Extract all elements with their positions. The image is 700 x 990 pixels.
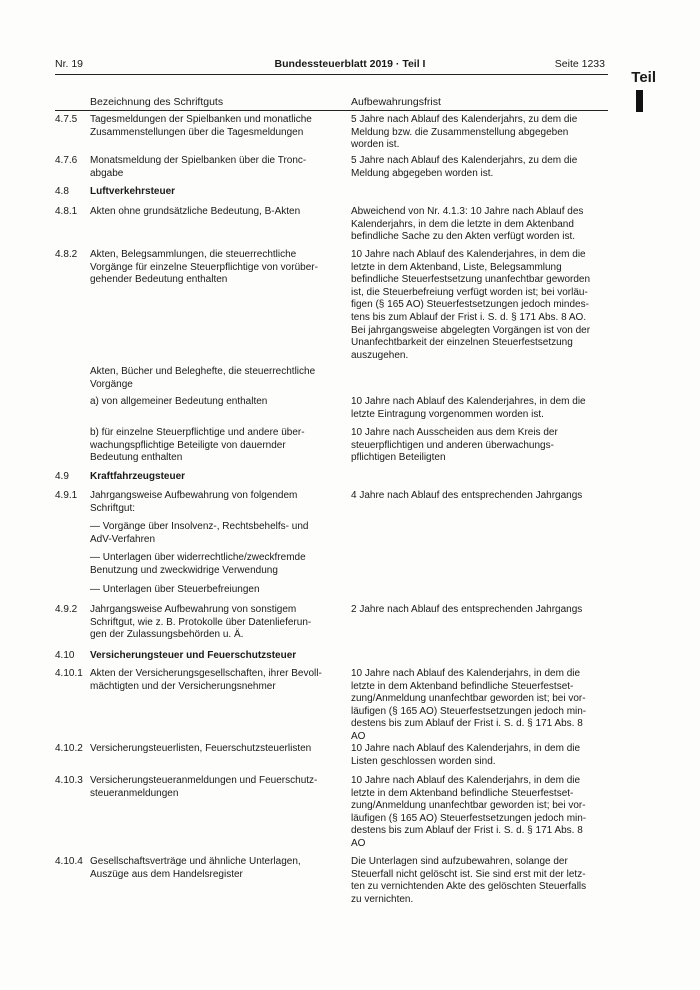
description-line: Monatsmeldung der Spielbanken über die Tronc-: [90, 155, 307, 166]
retention-line: auszugehen.: [351, 349, 409, 361]
description-line: a) von allgemeiner Bedeutung enthalten: [90, 396, 268, 407]
retention-period: [351, 396, 607, 421]
section-heading-row: [55, 471, 608, 484]
header-rule: [55, 74, 608, 75]
description-line: Auszüge aus dem Handelsregister: [90, 868, 243, 880]
retention-line: Meldung bzw. die Zusammenstellung abgegeben: [351, 126, 569, 138]
row-number: 4.8.2: [55, 249, 78, 260]
dash-item-line: AdV-Verfahren: [90, 533, 156, 545]
table-row: [55, 249, 608, 361]
description-line: Schriftgut:: [90, 502, 136, 514]
retention-line: tens bis zum Ablauf der Frist i. S. d. § 171 Abs. 8 AO.: [351, 311, 587, 323]
row-number: 4.10.4: [55, 856, 83, 867]
retention-line: Unanfechtbarkeit der einzelnen Steuerfestsetzung: [351, 337, 573, 349]
document-description: [90, 668, 339, 693]
dash-list-item: [90, 584, 339, 597]
dash-list-item: [90, 521, 339, 546]
description-line: Vorgänge für einzelne Steuerpflichtige von vorüber-: [90, 261, 318, 273]
retention-period: [351, 155, 607, 180]
retention-line: letzte Eintragung vorgenommen worden ist.: [351, 408, 544, 420]
dash-item-line: — Vorgänge über Insolvenz-, Rechtsbehelfs- und: [90, 521, 309, 533]
retention-line: AO: [351, 730, 366, 742]
table-row: [55, 366, 608, 391]
retention-period: [351, 775, 607, 851]
table-row: [55, 856, 608, 905]
description-line: gen der Zulassungsbehörden u. Ä.: [90, 629, 244, 641]
description-line: Gesellschaftsverträge und ähnliche Unterlagen,: [90, 856, 301, 867]
retention-line: 10 Jahre nach Ausscheiden aus dem Kreis der: [351, 427, 558, 438]
retention-line: 2 Jahre nach Ablauf des entsprechenden Jahrgangs: [351, 604, 583, 615]
document-description: [90, 366, 339, 391]
section-title: Luftverkehrsteuer: [90, 186, 176, 197]
dash-item-line: — Unterlagen über widerrechtliche/zweckfremde: [90, 552, 306, 564]
table-row: [55, 396, 608, 420]
retention-line: Steuerfall nicht gelöscht ist. Sie sind erst mit der letz-: [351, 868, 586, 880]
retention-line: 5 Jahre nach Ablauf des Kalenderjahrs, zu dem die: [351, 155, 578, 166]
retention-period: [351, 249, 607, 362]
description-line: Akten der Versicherungsgesellschaften, ihrer Bevoll-: [90, 668, 322, 679]
description-line: gehender Bedeutung enthalten: [90, 274, 228, 286]
document-description: [90, 856, 339, 881]
description-line: Vorgänge: [90, 378, 133, 390]
row-number: 4.7.6: [55, 155, 78, 166]
row-number: 4.10.2: [55, 743, 83, 754]
description-line: wachungspflichtige Beteiligte von dauernder: [90, 439, 286, 451]
retention-line: Die Unterlagen sind aufzubewahren, solange der: [351, 856, 568, 867]
retention-period: [351, 604, 607, 617]
retention-line: 4 Jahre nach Ablauf des entsprechenden Jahrgangs: [351, 490, 583, 501]
table-row: [55, 490, 608, 596]
retention-line: AO: [351, 837, 366, 849]
row-number: 4.10.3: [55, 775, 83, 786]
table-row: [55, 604, 608, 642]
retention-line: Listen geschlossen worden sind.: [351, 755, 496, 767]
description-line: Versicherungsteuerlisten, Feuerschutzsteuerlisten: [90, 743, 312, 754]
retention-period: [351, 206, 607, 244]
retention-line: worden ist.: [351, 139, 400, 151]
retention-period: [351, 114, 607, 152]
row-number: 4.8: [55, 186, 69, 197]
document-description: [90, 206, 339, 219]
section-heading-row: [55, 650, 608, 663]
description-line: Bedeutung enthalten: [90, 452, 183, 464]
table-row: [55, 668, 608, 742]
retention-period: [351, 490, 607, 503]
dash-list-item: [90, 552, 339, 577]
retention-line: zung/Anmeldung unanfechtbar geworden ist; bei vor-: [351, 800, 586, 812]
description-line: Jahrgangsweise Aufbewahrung von folgendem: [90, 490, 298, 501]
description-line: Zusammenstellungen über die Tagesmeldungen: [90, 126, 304, 138]
retention-line: ten zu vernichtenden Akte des gelöschten Steuerfalls: [351, 881, 587, 893]
retention-line: Bei jahrgangsweise abgelegten Vorgängen ist von der: [351, 324, 591, 336]
retention-line: figen (§ 165 AO) Steuerfestsetzungen jedoch mindes-: [351, 299, 589, 311]
dash-item-line: Benutzung und zweckwidrige Verwendung: [90, 564, 278, 576]
retention-line: befindliche Steuerfestsetzung unanfechtbar geworden: [351, 274, 591, 286]
description-line: Akten, Belegsammlungen, die steuerrechtliche: [90, 249, 297, 260]
header-page-number: Seite 1233: [554, 58, 605, 70]
retention-line: destens bis zum Ablauf der Frist i. S. d. § 171 Abs. 8: [351, 825, 583, 837]
document-description: [90, 743, 339, 756]
description-line: Schriftgut, wie z. B. Protokolle über Datenlieferun-: [90, 616, 312, 628]
retention-line: letzte in dem Aktenband befindliche Steuerfestset-: [351, 680, 574, 692]
section-heading-row: [55, 186, 608, 199]
description-line: b) für einzelne Steuerpflichtige und andere über-: [90, 427, 305, 438]
dash-item-line: — Unterlagen über Steuerbefreiungen: [90, 583, 260, 595]
retention-line: zu vernichten.: [351, 893, 414, 905]
retention-line: ist, die Steuerbefreiung verfügt worden ist; bei vorläu-: [351, 286, 588, 298]
retention-line: 10 Jahre nach Ablauf des Kalenderjahrs, in dem die: [351, 775, 581, 786]
retention-period: [351, 427, 607, 465]
retention-line: 5 Jahre nach Ablauf des Kalenderjahrs, zu dem die: [351, 114, 578, 125]
description-line: Jahrgangsweise Aufbewahrung von sonstigem: [90, 604, 297, 615]
row-number: 4.7.5: [55, 114, 78, 125]
retention-period: [351, 856, 607, 906]
document-description: [90, 114, 339, 139]
retention-line: 10 Jahre nach Ablauf des Kalenderjahrs, in dem die: [351, 743, 581, 754]
table-row: [55, 114, 608, 151]
retention-line: steuerpflichtigen und anderen überwachungs-: [351, 439, 554, 451]
table-row: [55, 775, 608, 849]
retention-line: zung/Anmeldung unanfechtbar geworden ist; bei vor-: [351, 693, 586, 705]
description-line: Akten ohne grundsätzliche Bedeutung, B-Akten: [90, 206, 301, 217]
row-number: 4.9.1: [55, 490, 78, 501]
document-description: [90, 427, 339, 465]
row-number: 4.9: [55, 471, 69, 482]
document-description: [90, 604, 339, 642]
description-line: Akten, Bücher und Beleghefte, die steuerrechtliche: [90, 366, 316, 377]
row-number: 4.9.2: [55, 604, 78, 615]
description-line: mächtigten und der Versicherungsnehmer: [90, 680, 276, 692]
header-issue-number: Nr. 19: [55, 58, 84, 70]
retention-line: letzte in dem Aktenband befindliche Steuerfestset-: [351, 787, 574, 799]
table-row: [55, 743, 608, 767]
document-description: [90, 249, 339, 287]
retention-line: befindliche Sache zu den Akten verfügt worden ist.: [351, 231, 576, 243]
retention-line: läufigen (§ 165 AO) Steuerfestsetzungen jedoch min-: [351, 812, 587, 824]
retention-line: 10 Jahre nach Ablauf des Kalenderjahrs, in dem die: [351, 668, 581, 679]
row-number: 4.8.1: [55, 206, 78, 217]
retention-line: läufigen (§ 165 AO) Steuerfestsetzungen jedoch min-: [351, 705, 587, 717]
column-header-designation: Bezeichnung des Schriftguts: [90, 96, 224, 108]
document-description: [90, 490, 339, 596]
description-line: Tagesmeldungen der Spielbanken und monatliche: [90, 114, 312, 125]
retention-line: 10 Jahre nach Ablauf des Kalenderjahres, in dem die: [351, 396, 586, 407]
retention-line: destens bis zum Ablauf der Frist i. S. d. § 171 Abs. 8: [351, 718, 583, 730]
header-publication-title: Bundessteuerblatt 2019 · Teil I: [274, 58, 426, 70]
column-header-retention-period: Aufbewahrungsfrist: [351, 96, 441, 108]
table-row: [55, 155, 608, 180]
retention-line: letzte in dem Aktenband, Liste, Belegsammlung: [351, 261, 562, 273]
retention-line: pflichtigen Beteiligten: [351, 452, 446, 464]
table-row: [55, 427, 608, 465]
description-line: abgabe: [90, 167, 124, 179]
retention-line: Meldung abgegeben worden ist.: [351, 167, 494, 179]
retention-period: [351, 743, 607, 768]
part-roman-one-mark: [636, 90, 643, 112]
document-description: [90, 775, 339, 800]
description-line: Versicherungsteueranmeldungen und Feuerschutz-: [90, 775, 318, 786]
retention-line: Abweichend von Nr. 4.1.3: 10 Jahre nach Ablauf des: [351, 206, 584, 217]
row-number: 4.10: [55, 650, 75, 661]
table-row: [55, 206, 608, 243]
retention-line: 10 Jahre nach Ablauf des Kalenderjahres, in dem die: [351, 249, 586, 260]
section-title: Kraftfahrzeugsteuer: [90, 471, 186, 482]
row-number: 4.10.1: [55, 668, 83, 679]
retention-line: Kalenderjahrs, in dem die letzte in dem Aktenband: [351, 218, 574, 230]
retention-period: [351, 668, 607, 744]
description-line: steueranmeldungen: [90, 787, 179, 799]
column-header-rule: [55, 110, 608, 111]
document-description: [90, 396, 339, 409]
section-title: Versicherungsteuer und Feuerschutzsteuer: [90, 650, 297, 661]
part-label: Teil: [631, 69, 656, 86]
document-description: [90, 155, 339, 180]
